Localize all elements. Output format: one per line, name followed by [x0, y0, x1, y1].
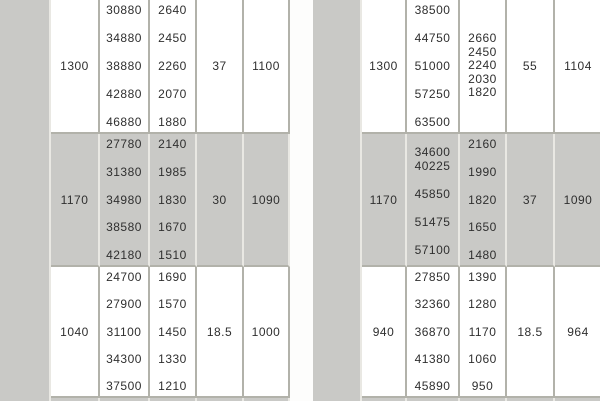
right-row3-rating-cell: 940 — [362, 267, 407, 398]
left-row1-value-list-a — [100, 0, 150, 134]
value-line: 1820 — [468, 192, 497, 207]
value-line: 24700 — [106, 270, 142, 284]
spec-table-right — [313, 0, 600, 401]
value-line: 41380 — [414, 351, 451, 366]
value-line: 1060 — [468, 351, 497, 366]
value-line: 2450 — [158, 31, 187, 45]
left-row3-value-list-b — [150, 267, 197, 398]
value-line: 1690 — [158, 270, 187, 284]
value-line: 1480 — [468, 248, 497, 262]
value-line: 46880 — [106, 115, 142, 129]
value-line: 1450 — [158, 324, 187, 339]
left-row2-value-list-b — [150, 134, 197, 267]
left-row3-power-cell: 18.5 — [197, 267, 244, 398]
value-line: 1830 — [158, 192, 187, 207]
left-row1-rating-cell: 1300 — [51, 0, 100, 134]
value-line: 34980 — [106, 192, 142, 207]
right-row3-power-cell: 18.5 — [507, 267, 555, 398]
value-line: 2260 — [158, 59, 187, 73]
value-line: 45890 — [414, 379, 451, 393]
value-line: 34600 — [414, 145, 451, 159]
right-row2-value-list-b — [460, 134, 507, 267]
value-line: 950 — [471, 379, 494, 393]
left-row3-rating-cell: 1040 — [51, 267, 100, 398]
value-line: 63500 — [414, 115, 451, 129]
right-row2-rating-cell: 1170 — [362, 134, 407, 267]
value-line: 31100 — [106, 324, 142, 339]
value-line: 34300 — [106, 351, 142, 366]
left-row1-last-cell: 1100 — [244, 0, 290, 134]
value-line: 31380 — [106, 164, 142, 179]
value-line: 38880 — [106, 59, 142, 73]
right-row1-value-list-b — [460, 0, 507, 134]
right-row3-value-list-a — [407, 267, 460, 398]
left-row2-rating-cell: 1170 — [51, 134, 100, 267]
value-line: 27850 — [414, 270, 451, 284]
left-row1-value-list-b — [150, 0, 197, 134]
left-row3-value-list-a — [100, 267, 150, 398]
right-row3-value-list-b — [460, 267, 507, 398]
left-row1-power-cell: 37 — [197, 0, 244, 134]
value-line: 42180 — [106, 248, 142, 262]
value-line: 1330 — [158, 351, 187, 366]
right-row3-last-cell: 964 — [555, 267, 600, 398]
right-row1-rating-cell: 1300 — [362, 0, 407, 134]
value-line: 2030 — [468, 71, 497, 86]
value-line: 1880 — [158, 115, 187, 129]
value-line: 36870 — [414, 324, 451, 339]
value-line: 27900 — [106, 297, 142, 312]
value-line: 1570 — [158, 297, 187, 312]
value-line: 1280 — [468, 297, 497, 312]
value-line: 37500 — [106, 379, 142, 393]
right-row1-last-cell: 1104 — [555, 0, 600, 134]
value-line: 57100 — [414, 243, 451, 257]
value-line: 1650 — [468, 220, 497, 235]
value-line: 57250 — [414, 87, 451, 101]
value-line: 1820 — [468, 85, 497, 100]
value-line: 1170 — [468, 324, 497, 339]
right-row1-value-list-a — [407, 0, 460, 134]
left-shaded-column — [0, 0, 51, 401]
right-row2-last-cell: 1090 — [555, 134, 600, 267]
value-line: 2240 — [468, 58, 497, 73]
value-line: 1990 — [468, 164, 497, 179]
value-line: 27780 — [106, 137, 142, 151]
right-row2-value-list-a — [407, 134, 460, 267]
spec-table-left — [0, 0, 290, 401]
value-line: 44750 — [414, 31, 451, 45]
left-row2-power-cell: 30 — [197, 134, 244, 267]
value-line: 38580 — [106, 220, 142, 235]
left-row2-value-list-a — [100, 134, 150, 267]
value-line: 51475 — [414, 215, 451, 229]
right-shaded-column — [313, 0, 362, 401]
value-line: 1510 — [158, 248, 187, 262]
value-line: 1390 — [468, 270, 497, 284]
left-row3-last-cell: 1000 — [244, 267, 290, 398]
value-line: 2070 — [158, 87, 187, 101]
value-line: 30880 — [106, 3, 142, 17]
value-line: 2660 — [468, 31, 497, 46]
value-line: 45850 — [414, 187, 451, 201]
value-line: 51000 — [414, 59, 451, 73]
left-row2-last-cell: 1090 — [244, 134, 290, 267]
value-line: 2640 — [158, 3, 187, 17]
right-row1-power-cell: 55 — [507, 0, 555, 134]
value-line: 1210 — [158, 379, 187, 393]
value-line: 34880 — [106, 31, 142, 45]
right-row2-power-cell: 37 — [507, 134, 555, 267]
value-line: 2160 — [468, 137, 497, 151]
value-line: 1670 — [158, 220, 187, 235]
value-line: 38500 — [414, 3, 451, 17]
value-line: 32360 — [414, 297, 451, 312]
value-line: 2450 — [468, 44, 497, 59]
value-line: 1985 — [158, 164, 187, 179]
value-line: 2140 — [158, 137, 187, 151]
value-line: 40225 — [414, 159, 451, 173]
value-line: 42880 — [106, 87, 142, 101]
